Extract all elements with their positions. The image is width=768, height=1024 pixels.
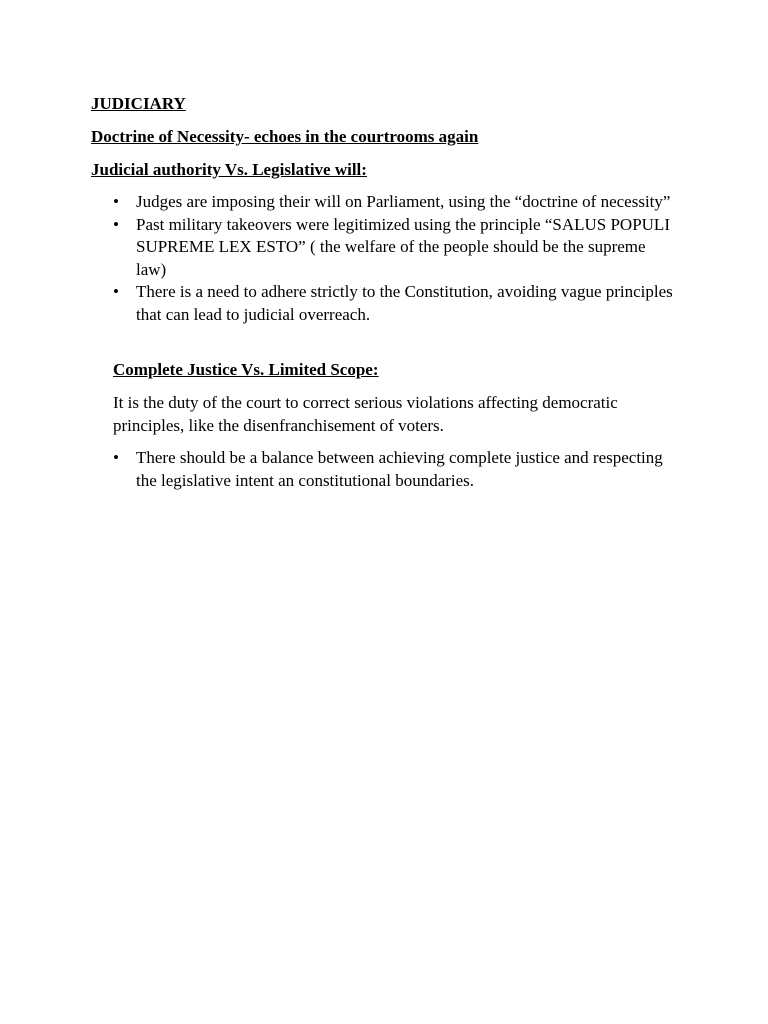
bullet-list-complete-justice (0, 447, 676, 492)
bullet-icon: • (113, 192, 119, 211)
document-title: JUDICIARY (91, 94, 186, 113)
section-heading-complete-justice: Complete Justice Vs. Limited Scope: (113, 360, 379, 379)
bullet-icon: • (113, 448, 119, 467)
list-item-text: There is a need to adhere strictly to the Constitution, avoiding vague principles that can lead to judicial overreach. (136, 282, 673, 324)
list-item (0, 191, 676, 214)
section-heading-judicial-authority: Judicial authority Vs. Legislative will: (91, 160, 367, 179)
bullet-icon: • (113, 214, 119, 234)
list-item (0, 281, 676, 326)
bullet-list-judicial-authority (0, 191, 676, 326)
paragraph: It is the duty of the court to correct serious violations affecting democratic principles, like the disenfranchisement of voters. (113, 393, 618, 435)
list-item-text: Judges are imposing their will on Parliament, using the “doctrine of necessity” (136, 192, 671, 211)
list-item (0, 447, 676, 492)
document-subtitle: Doctrine of Necessity- echoes in the courtrooms again (91, 127, 479, 146)
list-item-text: There should be a balance between achieving complete justice and respecting the legislative intent an constitutional boundaries. (136, 448, 663, 490)
list-item-text: Past military takeovers were legitimized using the principle “SALUS POPULI SUPREME LEX ESTO” ( the welfare of the people should be the supreme law) (136, 214, 670, 279)
list-item (0, 214, 676, 282)
bullet-icon: • (113, 282, 119, 301)
